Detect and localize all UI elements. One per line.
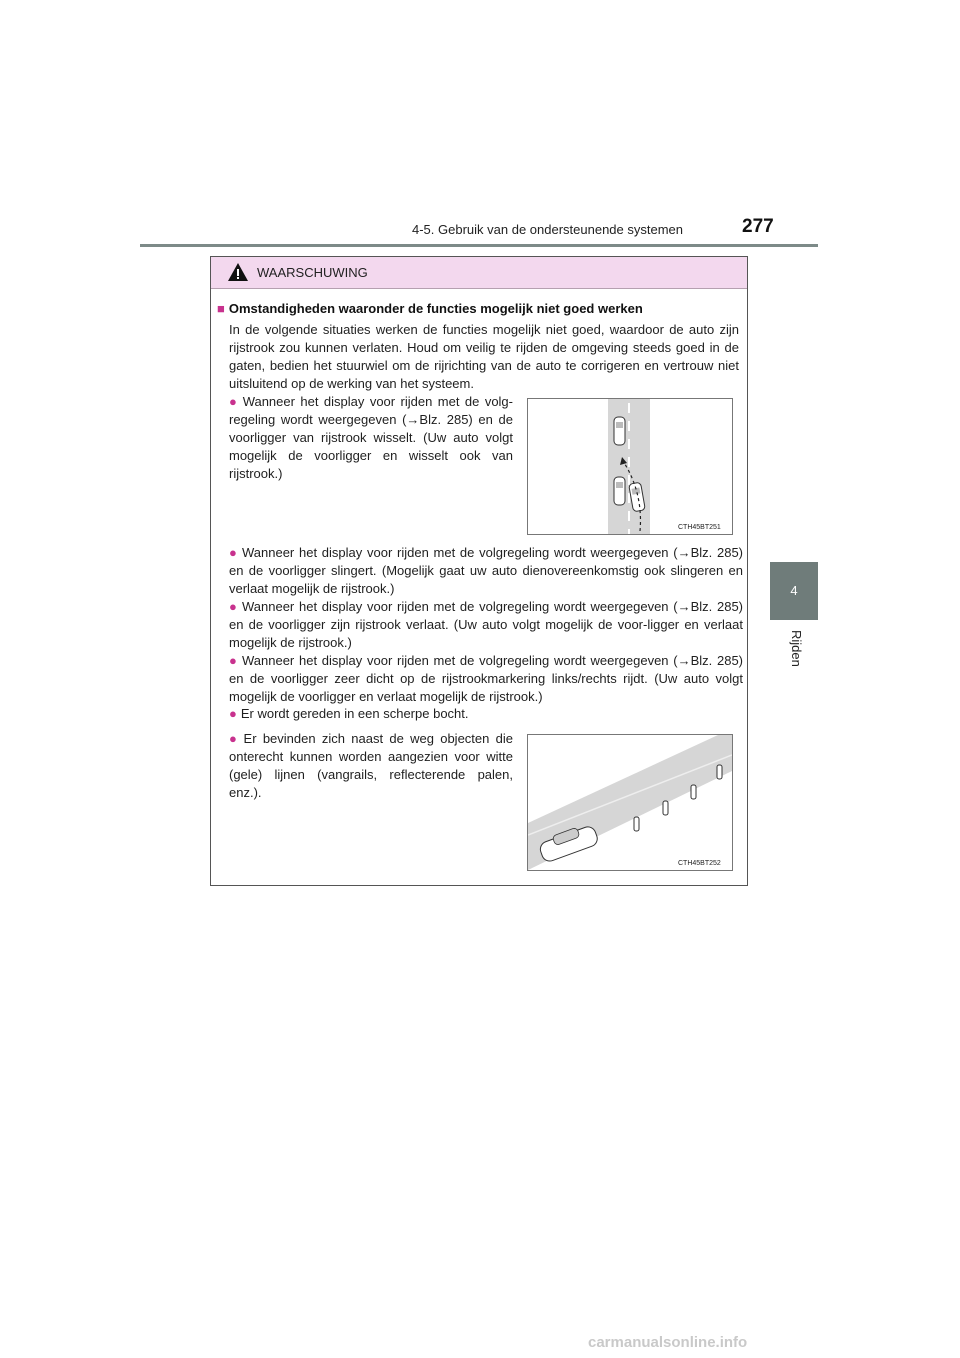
bullet-icon: ● [229,394,239,409]
list-item [229,598,743,652]
bullet-icon: ● [229,653,238,668]
running-header: 4-5. Gebruik van de ondersteunende systemen [412,222,684,237]
list-item [229,730,513,802]
chapter-tab: 4 [770,562,818,620]
list-item [229,652,743,706]
warning-header [211,257,747,289]
warning-triangle-icon [227,261,249,283]
watermark: carmanualsonline.info [588,1334,748,1351]
section-title-text: Omstandigheden waaronder de functies mogelijk niet goed werken [228,301,643,316]
chapter-label: Rijden [789,630,804,667]
list-item [229,544,743,598]
warning-box [210,256,748,886]
bullet-icon: ● [229,545,238,560]
list-item-text: Wanneer het display voor rijden met de volgregeling wordt weergegeven (→Blz. 285) en de voorligger zeer dicht op de rijstrookmarkering links/rechts rijdt. (Uw auto volgt mogelijk de voorligger en verlaat mogelijk de rijstrook.) [229,653,744,704]
list-item-text: Wanneer het display voor rijden met de volg-regeling wordt weergegeven (→Blz. 285) en de voorligger van rijstrook wisselt. (Uw auto volgt mogelijk de voorligger en wisselt ook van rijstrook.) [229,394,513,481]
figure-code: CTH45BT251 [678,524,721,531]
page-number: 277 [742,216,774,237]
warning-title: WAARSCHUWING [257,265,368,280]
list-item-text: Wanneer het display voor rijden met de volgregeling wordt weergegeven (→Blz. 285) en de voorligger slingert. (Mogelijk gaat uw auto dienovereenkomstig ook slingeren en verlaat mogelijk de rijstrook.) [229,545,744,596]
roadside-posts-illustration [527,734,733,871]
section-square-icon: ■ [217,301,225,316]
list-item-text: Er wordt gereden in een scherpe bocht. [240,706,469,721]
list-item-text: Er bevinden zich naast de weg objecten die onterecht kunnen worden aangezien voor witte (gele) lijnen (vangrails, reflecterende palen, enz.). [229,731,513,800]
header-rule [140,244,818,247]
list-item-text: Wanneer het display voor rijden met de volgregeling wordt weergegeven (→Blz. 285) en de voorligger zijn rijstrook verlaat. (Uw auto volgt mogelijk de voor-ligger en verlaat mogelijk de rijstrook.) [229,599,744,650]
list-item [229,393,513,483]
lane-change-illustration [527,398,733,535]
list-item [229,705,743,723]
bullet-icon: ● [229,706,237,721]
figure-code: CTH45BT252 [678,860,721,867]
intro-paragraph: In de volgende situaties werken de functies mogelijk niet goed, waardoor de auto zijn rijstrook zou kunnen verlaten. Houd om veilig te rijden de omgeving steeds goed in de gaten, bedien het stuurwiel om de rijrichting van de auto te corrigeren en vertrouw niet uitsluitend op de werking van het systeem. [229,322,739,391]
bullet-icon: ● [229,731,240,746]
section-heading [217,301,643,316]
bullet-icon: ● [229,599,238,614]
